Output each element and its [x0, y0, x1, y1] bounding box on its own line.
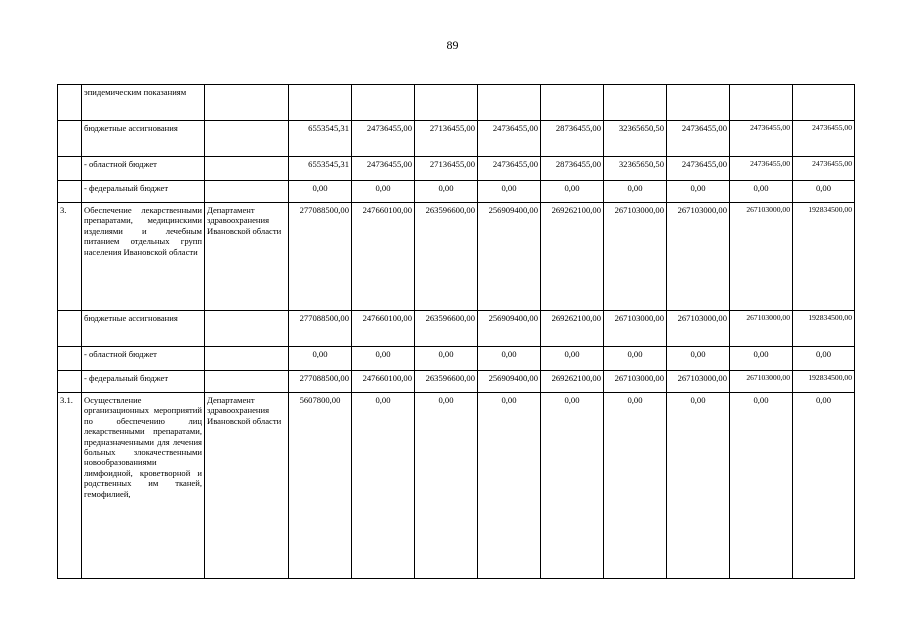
- value-cell: 256909400,00: [478, 371, 541, 393]
- value-cell: [415, 85, 478, 121]
- value-cell: 263596600,00: [415, 371, 478, 393]
- value-cell: 24736455,00: [793, 157, 855, 181]
- value-cell: 267103000,00: [604, 311, 667, 347]
- value-cell: 0,00: [793, 393, 855, 579]
- value-cell: 0,00: [541, 347, 604, 371]
- value-cell: 24736455,00: [730, 157, 793, 181]
- row-executor: [205, 157, 289, 181]
- value-cell: 0,00: [415, 181, 478, 203]
- table-row: [58, 347, 855, 371]
- value-cell: 0,00: [289, 347, 352, 371]
- value-cell: 32365650,50: [604, 121, 667, 157]
- value-cell: 0,00: [352, 347, 415, 371]
- value-cell: 24736455,00: [352, 157, 415, 181]
- value-cell: [352, 85, 415, 121]
- value-cell: 263596600,00: [415, 203, 478, 311]
- value-cell: 256909400,00: [478, 203, 541, 311]
- value-cell: 0,00: [730, 347, 793, 371]
- value-cell: 256909400,00: [478, 311, 541, 347]
- budget-table: [57, 84, 855, 579]
- value-cell: 277088500,00: [289, 203, 352, 311]
- value-cell: 0,00: [415, 393, 478, 579]
- table-row: [58, 121, 855, 157]
- row-name: - федеральный бюджет: [82, 371, 205, 393]
- row-executor: [205, 181, 289, 203]
- value-cell: [730, 85, 793, 121]
- value-cell: 277088500,00: [289, 311, 352, 347]
- value-cell: 28736455,00: [541, 121, 604, 157]
- row-executor: [205, 311, 289, 347]
- value-cell: [289, 85, 352, 121]
- table-row: [58, 371, 855, 393]
- value-cell: 0,00: [289, 181, 352, 203]
- value-cell: 267103000,00: [730, 371, 793, 393]
- table-row: [58, 203, 855, 311]
- row-executor: [205, 347, 289, 371]
- value-cell: 27136455,00: [415, 121, 478, 157]
- value-cell: 28736455,00: [541, 157, 604, 181]
- row-index: [58, 347, 82, 371]
- value-cell: 0,00: [604, 393, 667, 579]
- value-cell: 24736455,00: [478, 121, 541, 157]
- value-cell: 269262100,00: [541, 311, 604, 347]
- value-cell: 267103000,00: [730, 311, 793, 347]
- value-cell: 267103000,00: [730, 203, 793, 311]
- row-index: 3.1.: [58, 393, 82, 579]
- value-cell: 0,00: [541, 181, 604, 203]
- row-name: бюджетные ассигнования: [82, 311, 205, 347]
- value-cell: [667, 85, 730, 121]
- value-cell: 267103000,00: [667, 311, 730, 347]
- row-executor: [205, 85, 289, 121]
- value-cell: 0,00: [667, 181, 730, 203]
- value-cell: 0,00: [667, 393, 730, 579]
- row-index: 3.: [58, 203, 82, 311]
- row-executor: [205, 371, 289, 393]
- row-name: - федеральный бюджет: [82, 181, 205, 203]
- row-index: [58, 371, 82, 393]
- value-cell: 24736455,00: [793, 121, 855, 157]
- value-cell: 192834500,00: [793, 203, 855, 311]
- row-name: - областной бюджет: [82, 157, 205, 181]
- value-cell: 0,00: [730, 393, 793, 579]
- value-cell: 247660100,00: [352, 311, 415, 347]
- table-row: [58, 85, 855, 121]
- value-cell: 0,00: [667, 347, 730, 371]
- value-cell: 192834500,00: [793, 311, 855, 347]
- row-index: [58, 85, 82, 121]
- value-cell: 0,00: [478, 181, 541, 203]
- value-cell: 269262100,00: [541, 371, 604, 393]
- table-row: [58, 157, 855, 181]
- value-cell: 24736455,00: [667, 121, 730, 157]
- value-cell: 269262100,00: [541, 203, 604, 311]
- table-row: [58, 393, 855, 579]
- value-cell: 32365650,50: [604, 157, 667, 181]
- table-row: [58, 181, 855, 203]
- value-cell: 247660100,00: [352, 371, 415, 393]
- value-cell: 0,00: [352, 393, 415, 579]
- value-cell: 0,00: [604, 347, 667, 371]
- row-index: [58, 157, 82, 181]
- value-cell: 24736455,00: [352, 121, 415, 157]
- value-cell: 0,00: [541, 393, 604, 579]
- value-cell: 0,00: [793, 347, 855, 371]
- row-executor: Департамент здравоохранения Ивановской области: [205, 203, 289, 311]
- value-cell: [478, 85, 541, 121]
- value-cell: 24736455,00: [667, 157, 730, 181]
- value-cell: 27136455,00: [415, 157, 478, 181]
- row-name: Осуществление организационных мероприятий по обеспечению лиц лекарственными препаратами, предназначенными для лечения больных злокачественными новообразованиями лимфоидной, кроветворной и родственных им тканей, гемофилией,: [82, 393, 205, 579]
- value-cell: 6553545,31: [289, 157, 352, 181]
- value-cell: 6553545,31: [289, 121, 352, 157]
- value-cell: 0,00: [604, 181, 667, 203]
- value-cell: 0,00: [730, 181, 793, 203]
- row-name: Обеспечение лекарственными препаратами, медицинскими изделиями и лечебным питанием отдельных групп населения Ивановской области: [82, 203, 205, 311]
- value-cell: [604, 85, 667, 121]
- value-cell: 0,00: [478, 393, 541, 579]
- value-cell: [541, 85, 604, 121]
- row-executor: [205, 121, 289, 157]
- value-cell: 277088500,00: [289, 371, 352, 393]
- value-cell: 263596600,00: [415, 311, 478, 347]
- row-executor: Департамент здравоохранения Ивановской области: [205, 393, 289, 579]
- row-index: [58, 311, 82, 347]
- row-index: [58, 181, 82, 203]
- value-cell: 24736455,00: [478, 157, 541, 181]
- page-number: 89: [446, 38, 459, 52]
- value-cell: 0,00: [352, 181, 415, 203]
- value-cell: [793, 85, 855, 121]
- value-cell: 5607800,00: [289, 393, 352, 579]
- row-name: - областной бюджет: [82, 347, 205, 371]
- value-cell: 267103000,00: [667, 371, 730, 393]
- value-cell: 0,00: [478, 347, 541, 371]
- value-cell: 0,00: [415, 347, 478, 371]
- value-cell: 267103000,00: [667, 203, 730, 311]
- value-cell: 0,00: [793, 181, 855, 203]
- table-row: [58, 311, 855, 347]
- value-cell: 247660100,00: [352, 203, 415, 311]
- value-cell: 192834500,00: [793, 371, 855, 393]
- row-index: [58, 121, 82, 157]
- row-name: эпидемическим показаниям: [82, 85, 205, 121]
- value-cell: 267103000,00: [604, 203, 667, 311]
- value-cell: 24736455,00: [730, 121, 793, 157]
- row-name: бюджетные ассигнования: [82, 121, 205, 157]
- value-cell: 267103000,00: [604, 371, 667, 393]
